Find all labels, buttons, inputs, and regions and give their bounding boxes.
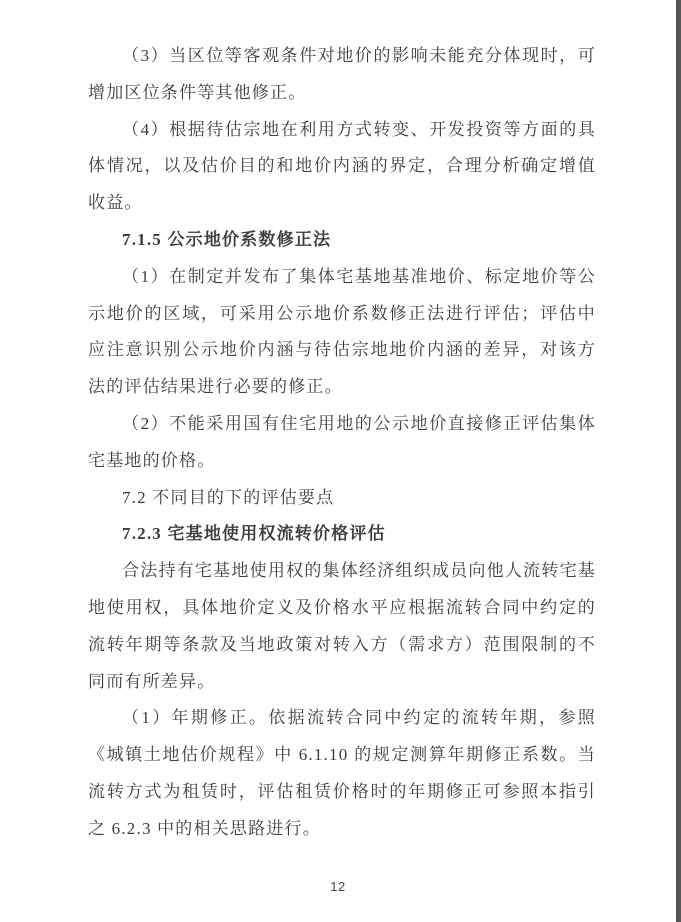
document-body — [88, 0, 596, 848]
viewer-right-edge — [676, 0, 681, 922]
paragraph-item-2-state-owned-restriction: （2）不能采用国有住宅用地的公示地价直接修正评估集体宅基地的价格。 — [88, 413, 596, 470]
section-heading-7-1-5: 7.1.5 公示地价系数修正法 — [122, 229, 332, 249]
paragraph-item-1-public-price-areas: （1）在制定并发布了集体宅基地基准地价、标定地价等公示地价的区域，可采用公示地价系数修正法进行评估；评估中应注意识别公示地价内涵与待估宗地地价内涵的差异，对该方法的评估结果进行必要的修正。 — [88, 266, 596, 397]
page-footer — [0, 878, 676, 896]
page-number: 12 — [330, 879, 346, 894]
paragraph-transfer-price-basis: 合法持有宅基地使用权的集体经济组织成员向他人流转宅基地使用权，具体地价定义及价格水平应根据流转合同中约定的流转年期等条款及当地政策对转入方（需求方）范围限制的不同而有所差异。 — [88, 561, 596, 691]
paragraph-item-4-value-increment: （4）根据待估宗地在利用方式转变、开发投资等方面的具体情况，以及估价目的和地价内涵的界定，合理分析确定增值收益。 — [88, 119, 596, 213]
section-heading-7-2: 7.2 不同目的下的评估要点 — [122, 487, 335, 507]
paragraph-item-1-term-correction: （1）年期修正。依据流转合同中约定的流转年期，参照《城镇土地估价规程》中 6.1.10 的规定测算年期修正系数。当流转方式为租赁时，评估租赁价格时的年期修正可参照本指引之 6.2.3 中的相关思路进行。 — [88, 708, 596, 838]
paragraph-item-3-location-correction: （3）当区位等客观条件对地价的影响未能充分体现时，可增加区位条件等其他修正。 — [88, 46, 596, 102]
section-heading-7-2-3: 7.2.3 宅基地使用权流转价格评估 — [122, 524, 386, 544]
